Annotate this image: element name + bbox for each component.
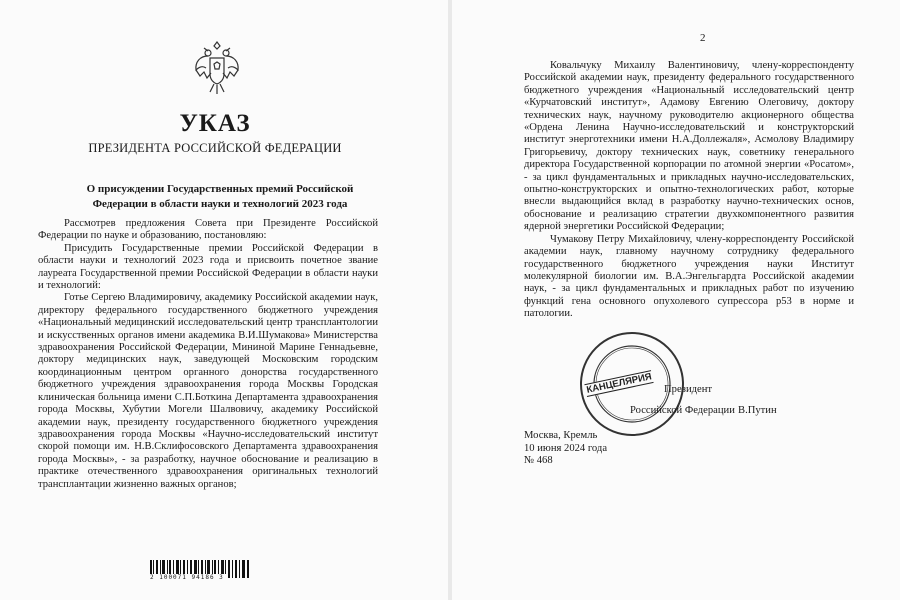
heading-line-1: О присуждении Государственных премий Российской bbox=[86, 183, 354, 195]
barcode-number: 2 100071 94186 3 bbox=[150, 574, 224, 581]
paragraph-award: Присудить Государственные премии Российской Федерации в области науки и технологий 2023 года и присвоить почетное звание лауреата Государственной премии Российской Федерации в области науки и технологий: bbox=[38, 242, 378, 292]
document-page-1 bbox=[0, 0, 448, 600]
decree-heading bbox=[60, 182, 380, 212]
signing-place: Москва, Кремль bbox=[524, 430, 598, 441]
paragraph-laureates-1: Готье Сергею Владимировичу, академику Российской академии наук, директору федерального государственного бюджетного учреждения «Национальный медицинский исследовательский центр трансплантологии и искусственных органов имени академика В.И.Шумакова» Министерства здравоохранения Российской Федерации, Мининой Марине Геннадьевне, доктору медицинских наук, заведующей Московским городским координационным центром органного донорства государственного бюджетного учреждения здравоохранения города Москвы Городская клиническая больница имени С.П.Боткина Департамента здравоохранения города Москвы, Хубутии Могели Шалвовичу, академику Российской академии наук, президенту государственного бюджетного учреждения здравоохранения города Москвы «Научно-исследовательский институт скорой помощи им. Н.В.Склифосовского Департамента здравоохранения города Москвы», - за разработку, научное обоснование и реализацию в практике отечественного здравоохранения оригинальных технологий трансплантации жизненно важных органов; bbox=[38, 292, 378, 490]
signature-name: В.Путин bbox=[738, 405, 777, 416]
signing-date: 10 июня 2024 года bbox=[524, 442, 608, 454]
signature-role: Президент bbox=[664, 384, 713, 395]
decree-number: № 468 bbox=[524, 455, 553, 467]
decree-body-continued bbox=[524, 60, 854, 321]
paragraph-laureates-2: Ковальчуку Михаилу Валентиновичу, члену-корреспонденту Российской академии наук, президенту федерального государственного бюджетного учреждения «Национальный исследовательский центр «Курчатовский институт», Адамову Евгению Олеговичу, доктору технических наук, научному руководителю акционерного общества «Ордена Ленина Научно-исследовательский и конструкторский институт энерготехники имени Н.А.Доллежаля», Асмолову Владимиру Григорьевичу, доктору технических наук, советнику генерального директора Государственной корпорации по атомной энергии «Росатом», - за цикл фундаментальных и прикладных научно-исследовательских, опытно-конструкторских и опытно-технологических работ, которые внесли выдающийся вклад в разработку научно-технических основ, обоснование и реализацию стратегии двухкомпонентного развития ядерной энергетики Российской Федерации; bbox=[524, 60, 854, 233]
document-subtitle: ПРЕЗИДЕНТА РОССИЙСКОЙ ФЕДЕРАЦИИ bbox=[88, 141, 342, 155]
decree-body bbox=[38, 218, 378, 491]
page-number: 2 bbox=[700, 32, 706, 44]
document-page-2 bbox=[452, 0, 900, 600]
paragraph-preamble: Рассмотрев предложения Совета при Президенте Российской Федерации по науке и образованию, постановляю: bbox=[38, 218, 378, 242]
document-title: УКАЗ bbox=[179, 110, 251, 137]
stamp-label: КАНЦЕЛЯРИЯ bbox=[585, 371, 653, 396]
heading-line-2: Федерации в области науки и технологий 2023 года bbox=[92, 198, 348, 210]
signing-details bbox=[524, 430, 607, 468]
barcode-icon bbox=[150, 560, 250, 586]
paragraph-laureates-3: Чумакову Петру Михайловичу, члену-корреспонденту Российской академии наук, главному научному сотруднику федерального государственного бюджетного учреждения науки Институт молекулярной биологии им. В.А.Энгельгардта Российской академии наук, - за цикл фундаментальных и прикладных работ по изучению функций гена основного опухолевого супрессора p53 в норме и патологии. bbox=[524, 233, 854, 320]
coat-of-arms-emblem-icon bbox=[190, 38, 244, 98]
signature-organization: Российской Федерации bbox=[630, 405, 735, 416]
